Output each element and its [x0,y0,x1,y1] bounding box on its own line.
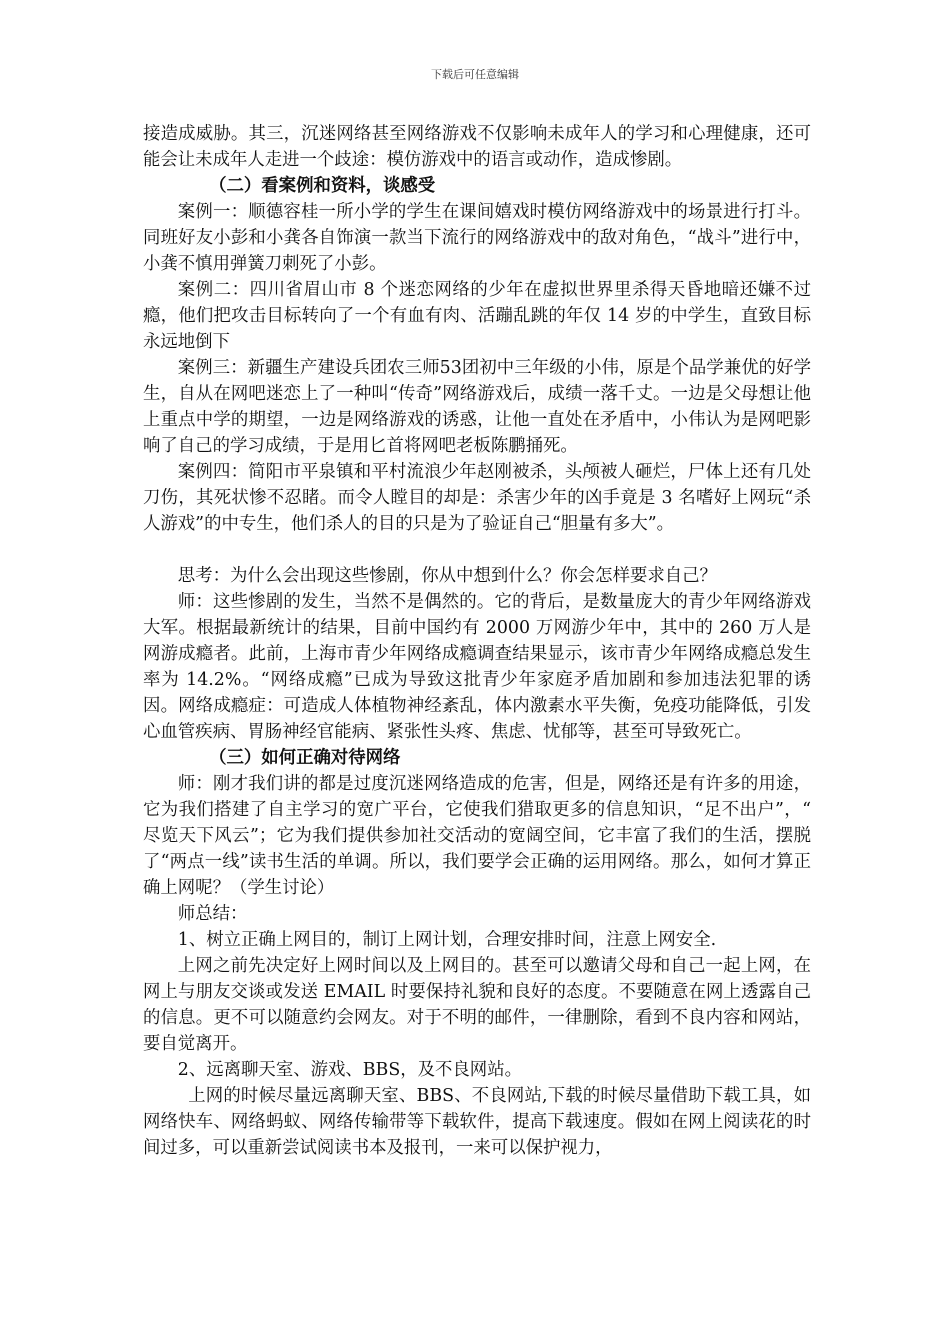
section-heading-3: （三）如何正确对待网络 [209,748,401,768]
case-four: 案例四：简阳市平泉镇和平村流浪少年赵刚被杀，头颅被人砸烂，尸体上还有几处刀伤，其死状惨不忍睹。而令人瞠目的却是：杀害少年的凶手竟是 3 名嗜好上网玩“杀人游戏”的中专生，他们杀人的目的只是为了验证自己“胆量有多大”。 [143,462,811,534]
teacher-paragraph-1: 师：这些惨剧的发生，当然不是偶然的。它的背后，是数量庞大的青少年网络游戏大军。根据最新统计的结果，目前中国约有 2000 万网游少年中，其中的 260 万人是网游成瘾者。此前，上海市青少年网络成瘾调查结果显示，该市青少年网络成瘾总发生率为 14.2%。“网络成瘾”已成为导致这批青少年家庭矛盾加剧和参加违法犯罪的诱因。网络成瘾症：可造成人体植物神经紊乱，体内激素水平失衡，免疫功能降低，引发心血管疾病、胃肠神经官能病、紧张性头疼、焦虑、忧郁等，甚至可导致死亡。 [143,592,811,742]
teacher-paragraph-2: 师：刚才我们讲的都是过度沉迷网络造成的危害，但是，网络还是有许多的用途，它为我们搭建了自主学习的宽广平台，它使我们猎取更多的信息知识，“足不出户”，“ 尽览天下风云”；它为我们提供参加社交活动的宽阔空间，它丰富了我们的生活，摆脱了“两点一线”读书生活的单调。所以，我们要学会正确的运用网络。那么，如何才算正确上网呢？（学生讨论） [143,774,811,898]
teacher-summary-label: 师总结： [177,904,248,924]
case-three: 案例三：新疆生产建设兵团农三师53团初中三年级的小伟，原是个品学兼优的好学生，自从在网吧迷恋上了一种叫“传奇”网络游戏后，成绩一落千丈。一边是父母想让他上重点中学的期望，一边是网络游戏的诱惑，让他一直处在矛盾中，小伟认为是网吧影响了自己的学习成绩，于是用匕首将网吧老板陈鹏捅死。 [143,358,811,456]
case-two: 案例二：四川省眉山市 8 个迷恋网络的少年在虚拟世界里杀得天昏地暗还嫌不过瘾，他们把攻击目标转向了一个有血有肉、活蹦乱跳的年仅 14 岁的中学生，直致目标永远地倒下 [143,280,811,352]
page-header-note: 下载后可任意编辑 [431,68,519,81]
case-one: 案例一：顺德容桂一所小学的学生在课间嬉戏时模仿网络游戏中的场景进行打斗。同班好友小彭和小龚各自饰演一款当下流行的网络游戏中的敌对角色，“战斗”进行中，小龚不慎用弹簧刀刺死了小彭。 [143,202,811,274]
blank-line [143,537,811,563]
summary-item-1-body: 上网之前先决定好上网时间以及上网目的。甚至可以邀请父母和自己一起上网，在网上与朋友交谈或发送 EMAIL 时要保持礼貌和良好的态度。不要随意在网上透露自己的信息。更不可以随意约会网友。对于不明的邮件，一律删除，看到不良内容和网站，要自觉离开。 [143,956,811,1054]
summary-item-1: 1、树立正确上网目的，制订上网计划，合理安排时间，注意上网安全. [177,930,717,950]
summary-item-2: 2、远离聊天室、游戏、BBS，及不良网站。 [177,1060,522,1080]
think-question: 思考：为什么会出现这些惨剧，你从中想到什么？你会怎样要求自己？ [177,566,717,586]
section-heading-2: （二）看案例和资料，谈感受 [209,176,436,196]
summary-item-2-body: 上网的时候尽量远离聊天室、BBS、不良网站,下载的时候尽量借助下载工具，如网络快车、网络蚂蚁、网络传输带等下载软件，提高下载速度。假如在网上阅读花的时间过多，可以重新尝试阅读书本及报刊，一来可以保护视力， [143,1086,811,1158]
paragraph-continuation: 接造成威胁。其三，沉迷网络甚至网络游戏不仅影响未成年人的学习和心理健康，还可能会让未成年人走进一个歧途：模仿游戏中的语言或动作，造成惨剧。 [143,124,811,170]
document-body [143,121,811,1161]
